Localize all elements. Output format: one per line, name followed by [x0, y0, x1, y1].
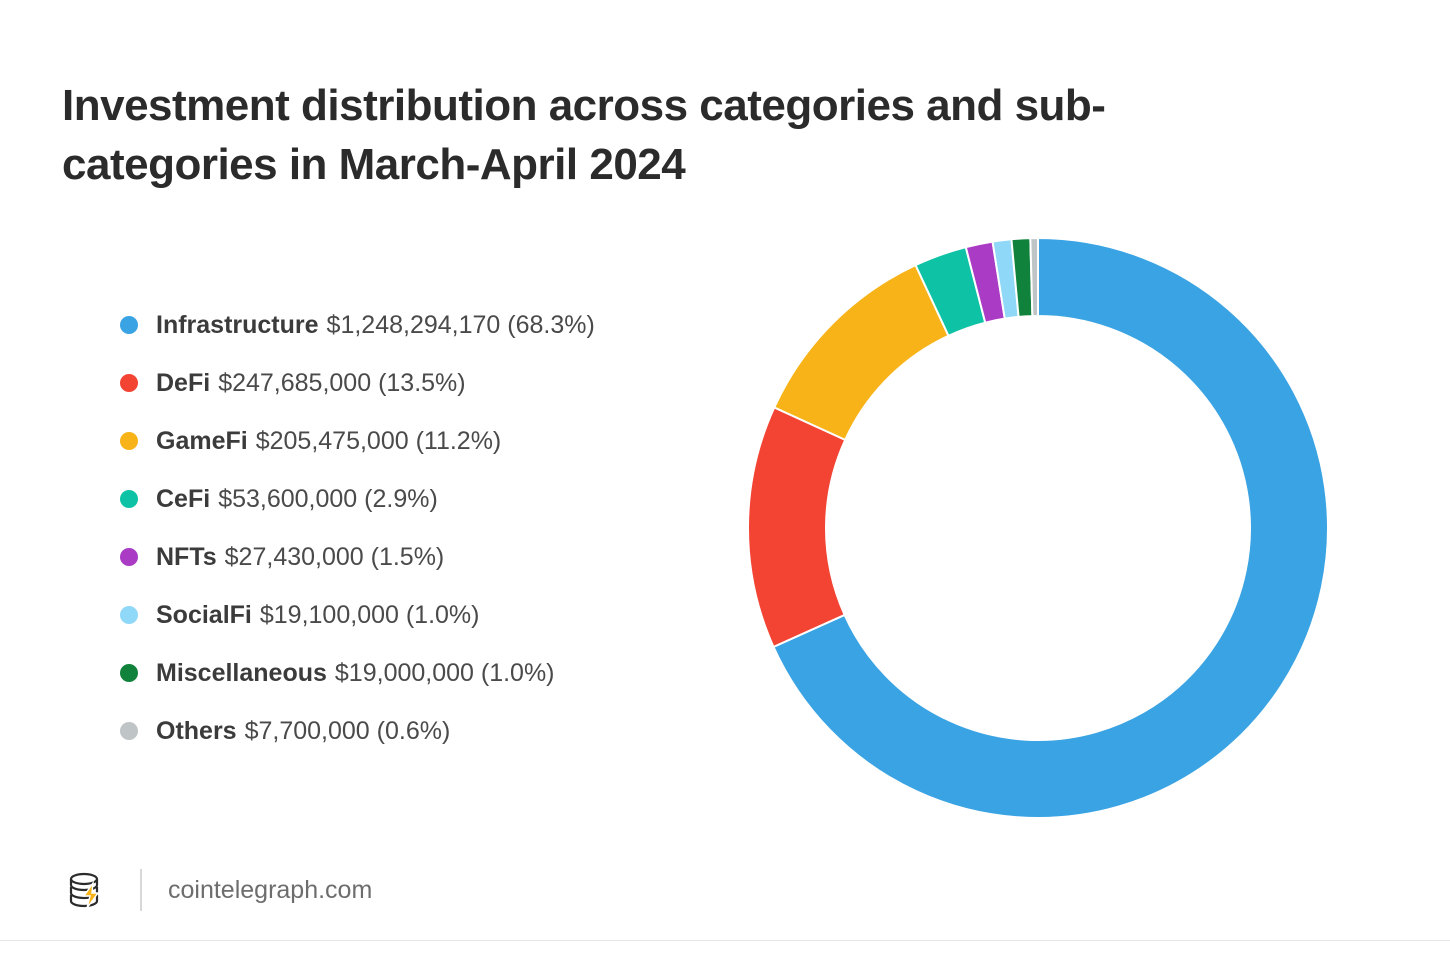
legend-label: Miscellaneous	[156, 658, 327, 687]
legend-item	[120, 528, 740, 586]
legend-color-swatch-gamefi	[120, 432, 138, 450]
legend-label: Others	[156, 716, 237, 745]
legend-color-swatch-miscellaneous	[120, 664, 138, 682]
legend-label: CeFi	[156, 484, 211, 513]
donut-slices	[748, 238, 1328, 818]
legend-item	[120, 702, 740, 760]
legend-label: NFTs	[156, 542, 217, 571]
footer-rule	[0, 940, 1450, 941]
legend-item	[120, 586, 740, 644]
donut-slice-gamefi	[774, 265, 948, 440]
legend-value: $19,000,000 (1.0%)	[334, 658, 555, 687]
legend-value: $53,600,000 (2.9%)	[218, 484, 438, 513]
legend-color-swatch-infrastructure	[120, 316, 138, 334]
donut-slice-defi	[748, 407, 845, 646]
legend-color-swatch-nfts	[120, 548, 138, 566]
footer-divider	[140, 869, 142, 911]
legend-value: $27,430,000 (1.5%)	[224, 542, 445, 571]
legend-value: $7,700,000 (0.6%)	[244, 716, 451, 745]
legend-label: Infrastructure	[156, 310, 319, 339]
legend-label: DeFi	[156, 368, 211, 397]
legend-value: $205,475,000 (11.2%)	[255, 426, 502, 455]
footer	[62, 862, 372, 918]
legend-value: $247,685,000 (13.5%)	[218, 368, 466, 397]
chart-legend	[120, 296, 740, 760]
donut-chart	[738, 228, 1338, 828]
legend-item	[120, 354, 740, 412]
legend-color-swatch-cefi	[120, 490, 138, 508]
donut-chart-svg	[738, 228, 1338, 828]
legend-item	[120, 296, 740, 354]
legend-label: GameFi	[156, 426, 248, 455]
legend-color-swatch-defi	[120, 374, 138, 392]
legend-color-swatch-socialfi	[120, 606, 138, 624]
legend-color-swatch-others	[120, 722, 138, 740]
legend-item	[120, 644, 740, 702]
cointelegraph-logo-icon	[62, 866, 110, 914]
legend-item	[120, 470, 740, 528]
footer-site-label: cointelegraph.com	[168, 875, 373, 904]
legend-value: $19,100,000 (1.0%)	[259, 600, 480, 629]
legend-value: $1,248,294,170 (68.3%)	[326, 310, 595, 339]
legend-label: SocialFi	[156, 600, 252, 629]
donut-slice-others	[1030, 238, 1038, 316]
page-title: Investment distribution across categories and sub-categories in March-April 2024	[62, 81, 1106, 189]
legend-item	[120, 412, 740, 470]
